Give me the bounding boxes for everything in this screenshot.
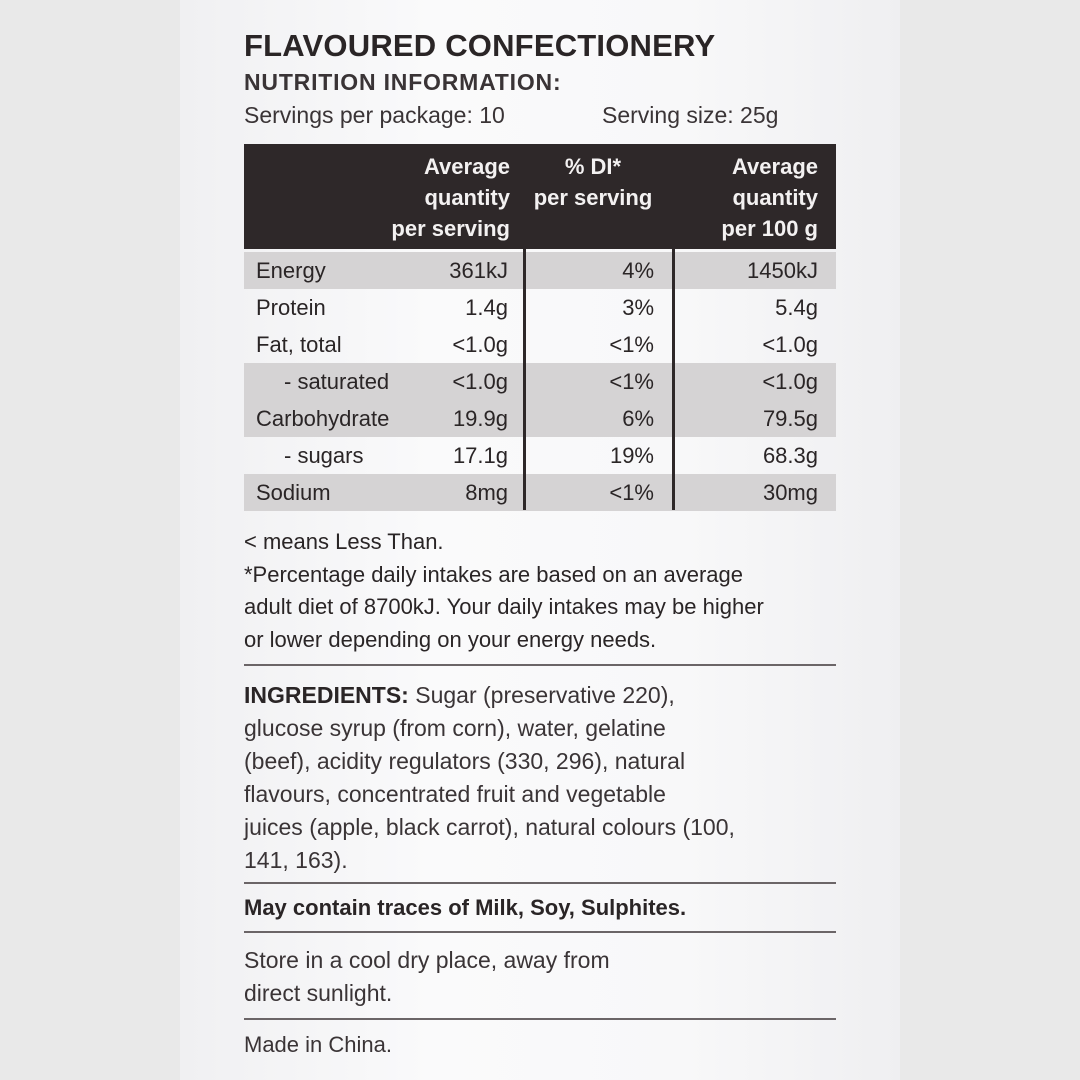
divider — [244, 664, 836, 666]
ingredients-line: (beef), acidity regulators (330, 296), natural — [244, 748, 686, 774]
divider — [244, 1018, 836, 1020]
ingredients-line: juices (apple, black carrot), natural colours (100, — [244, 814, 735, 840]
column-divider-2 — [672, 144, 675, 510]
less-than-note: < means Less Than. — [244, 529, 444, 554]
column-divider-1 — [523, 144, 526, 510]
table-row-carbohydrate: Carbohydrate 19.9g 6% 79.5g — [244, 400, 836, 437]
product-title: FLAVOURED CONFECTIONERY — [244, 28, 716, 63]
header-divider — [244, 247, 836, 249]
ingredients-line: flavours, concentrated fruit and vegetable — [244, 781, 666, 807]
serving-size: Serving size: 25g — [602, 102, 779, 128]
servings-per-package: Servings per package: 10 — [244, 102, 505, 128]
servings-line — [244, 102, 836, 129]
table-notes — [244, 526, 844, 656]
daily-intake-note-line: or lower depending on your energy needs. — [244, 626, 657, 652]
table-row-saturated: - saturated <1.0g <1% <1.0g — [244, 363, 836, 400]
table-row-sodium: Sodium 8mg <1% 30mg — [244, 474, 836, 511]
daily-intake-note-line: *Percentage daily intakes are based on an average — [244, 561, 744, 587]
table-row-sugars: - sugars 17.1g 19% 68.3g — [284, 443, 818, 468]
header-per-serving: Average quantity per serving — [391, 154, 510, 241]
divider — [244, 882, 836, 884]
table-row-fat-total: Fat, total <1.0g <1% <1.0g — [256, 332, 818, 357]
header-daily-intake: % DI* per serving — [533, 154, 653, 210]
divider — [244, 931, 836, 933]
nutrition-table — [244, 144, 836, 510]
daily-intake-note-line: adult diet of 8700kJ. Your daily intakes may be higher — [244, 594, 764, 619]
table-row-energy: Energy 361kJ 4% 1450kJ — [244, 252, 836, 289]
ingredients-line: 141, 163). — [244, 847, 348, 873]
nutrition-heading: NUTRITION INFORMATION: — [244, 69, 562, 95]
table-row-protein: Protein 1.4g 3% 5.4g — [256, 295, 818, 320]
ingredients-section: INGREDIENTS: Sugar (preservative 220), glucose syrup (from corn), water, gelatine (beef), acidity regulators (330, 296), natural flavours, concentrated fruit and vegetable juices (apple, black carrot), natural colours (100, 141, 163). — [244, 679, 844, 877]
ingredients-heading: INGREDIENTS: — [244, 682, 409, 708]
header-per-100g: Average quantity per 100 g — [721, 154, 818, 241]
allergen-statement: May contain traces of Milk, Soy, Sulphites. — [244, 895, 687, 920]
storage-instructions: Store in a cool dry place, away from direct sunlight. — [244, 947, 610, 1006]
country-of-origin: Made in China. — [244, 1032, 392, 1057]
ingredients-line: glucose syrup (from corn), water, gelatine — [244, 715, 666, 741]
